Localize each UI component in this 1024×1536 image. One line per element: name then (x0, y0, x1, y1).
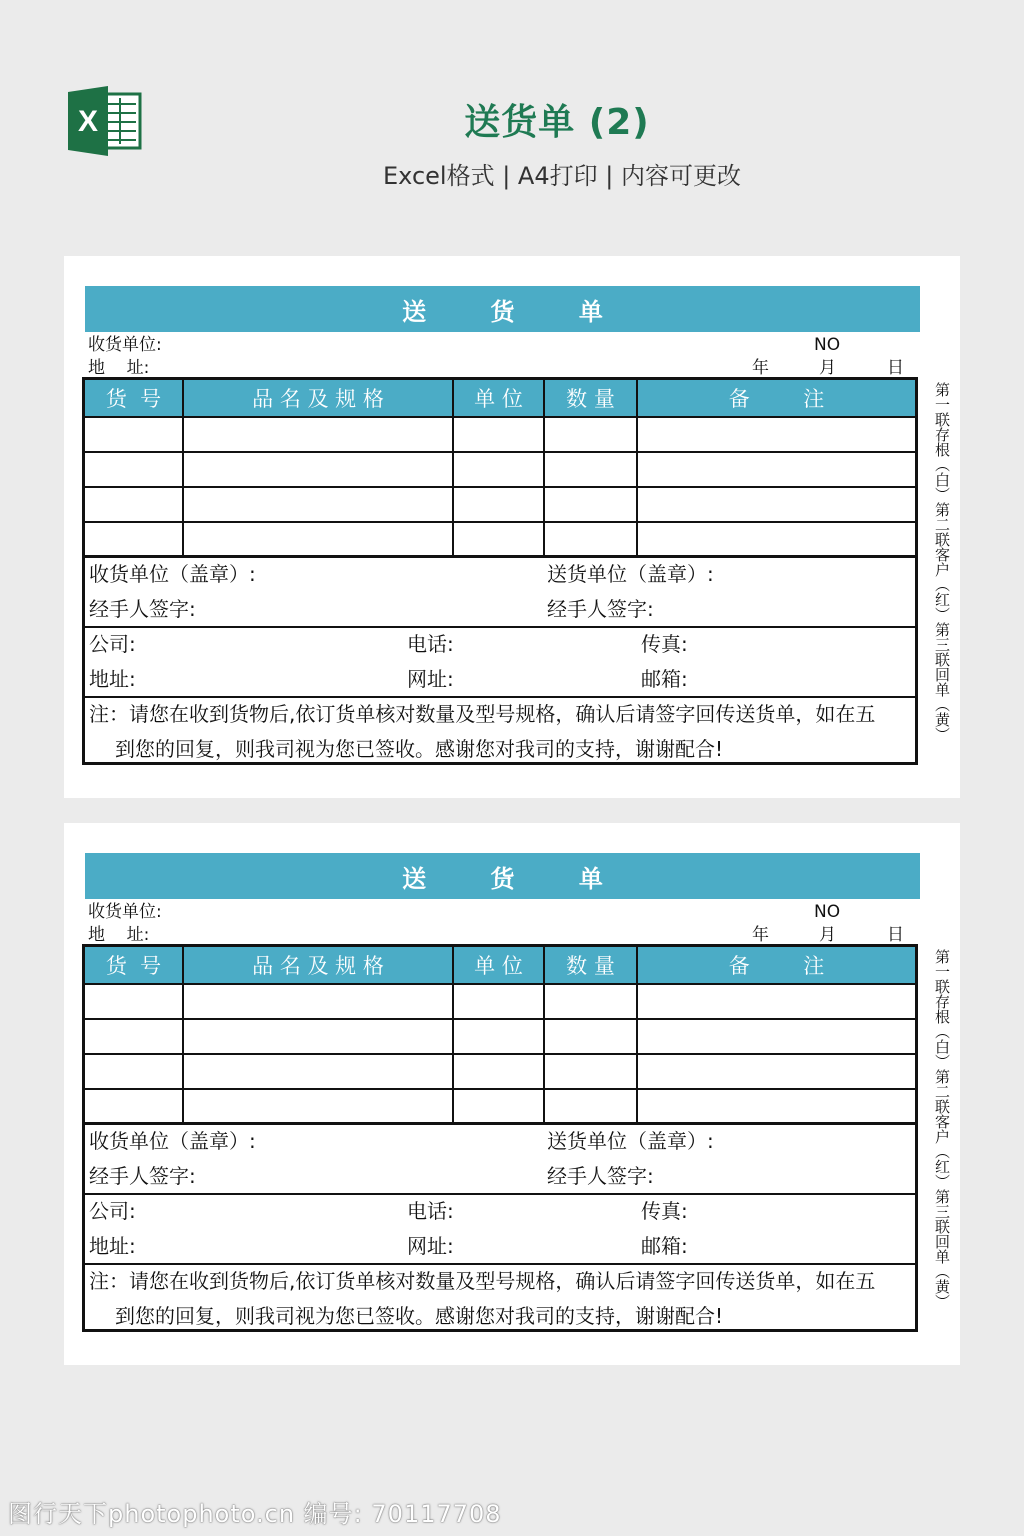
column-divider (543, 947, 545, 1123)
column-header-remarks: 备 注 (728, 387, 825, 411)
table-divider (85, 626, 915, 628)
sender-seal-label: 送货单位（盖章）: (547, 562, 714, 586)
delivery-sheet-2 (64, 823, 960, 1365)
delivery-table (82, 377, 918, 765)
table-divider (85, 1263, 915, 1265)
copy-side-note: 第一联存根（白）第二联客户（红）第三联回单（黄） (933, 382, 951, 742)
receiver-seal-label: 收货单位（盖章）: (89, 1129, 256, 1153)
no-label: NO (814, 902, 841, 922)
page-title: 送货单 (2) (464, 102, 650, 143)
table-row (85, 1053, 915, 1055)
column-header-item-no: 货 号 (105, 954, 162, 978)
day-label: 日 (887, 925, 904, 945)
excel-logo-letter: X (77, 105, 99, 138)
column-divider (543, 380, 545, 556)
website-label: 网址: (407, 667, 454, 691)
receiver-label: 收货单位: (88, 902, 162, 922)
table-row (85, 1088, 915, 1090)
column-divider (182, 380, 184, 556)
company-label: 公司: (89, 1199, 136, 1223)
fax-label: 传真: (641, 632, 688, 656)
no-label: NO (814, 335, 841, 355)
copy-side-note: 第一联存根（白）第二联客户（红）第三联回单（黄） (933, 949, 951, 1309)
phone-label: 电话: (407, 632, 454, 656)
website-label: 网址: (407, 1234, 454, 1258)
email-label: 邮箱: (641, 667, 688, 691)
handler-sign-right: 经手人签字: (547, 1164, 654, 1188)
table-row (85, 521, 915, 523)
table-divider (85, 1122, 915, 1125)
receiver-seal-label: 收货单位（盖章）: (89, 562, 256, 586)
day-label: 日 (887, 358, 904, 378)
handler-sign-left: 经手人签字: (89, 597, 196, 621)
table-divider (85, 1193, 915, 1195)
column-header-name-spec: 品 名 及 规 格 (252, 954, 384, 978)
addr-label: 地址: (89, 667, 136, 691)
column-divider (452, 380, 454, 556)
column-header-quantity: 数 量 (566, 387, 615, 411)
handler-sign-right: 经手人签字: (547, 597, 654, 621)
note-line-2: 到您的回复，则我司视为您已签收。感谢您对我司的支持，谢谢配合! (115, 1304, 724, 1328)
column-divider (636, 380, 638, 556)
column-header-item-no: 货 号 (105, 387, 162, 411)
column-header-quantity: 数 量 (566, 954, 615, 978)
month-label: 月 (819, 925, 836, 945)
table-divider (85, 555, 915, 558)
address-label: 地 址: (88, 925, 150, 945)
receiver-label: 收货单位: (88, 335, 162, 355)
sheet-banner: 送 货 单 (85, 853, 920, 899)
page-subtitle: Excel格式 | A4打印 | 内容可更改 (383, 162, 741, 190)
phone-label: 电话: (407, 1199, 454, 1223)
column-header-unit: 单 位 (474, 387, 523, 411)
note-line-1: 注：请您在收到货物后,依订货单核对数量及型号规格，确认后请签字回传送货单，如在五 (89, 1269, 876, 1293)
sheet-banner: 送 货 单 (85, 286, 920, 332)
address-label: 地 址: (88, 358, 150, 378)
fax-label: 传真: (641, 1199, 688, 1223)
table-divider (85, 696, 915, 698)
sender-seal-label: 送货单位（盖章）: (547, 1129, 714, 1153)
delivery-sheet-1 (64, 256, 960, 798)
column-header-remarks: 备 注 (728, 954, 825, 978)
table-row (85, 486, 915, 488)
column-header-name-spec: 品 名 及 规 格 (252, 387, 384, 411)
addr-label: 地址: (89, 1234, 136, 1258)
year-label: 年 (752, 925, 769, 945)
column-divider (636, 947, 638, 1123)
month-label: 月 (819, 358, 836, 378)
column-header-unit: 单 位 (474, 954, 523, 978)
year-label: 年 (752, 358, 769, 378)
note-line-1: 注：请您在收到货物后,依订货单核对数量及型号规格，确认后请签字回传送货单，如在五 (89, 702, 876, 726)
column-divider (182, 947, 184, 1123)
table-row (85, 1018, 915, 1020)
delivery-table (82, 944, 918, 1332)
table-row (85, 451, 915, 453)
table-header (85, 947, 915, 985)
company-label: 公司: (89, 632, 136, 656)
table-header (85, 380, 915, 418)
email-label: 邮箱: (641, 1234, 688, 1258)
note-line-2: 到您的回复，则我司视为您已签收。感谢您对我司的支持，谢谢配合! (115, 737, 724, 761)
handler-sign-left: 经手人签字: (89, 1164, 196, 1188)
watermark: 图行天下photophoto.cn 编号: 70117708 (8, 1500, 502, 1528)
column-divider (452, 947, 454, 1123)
